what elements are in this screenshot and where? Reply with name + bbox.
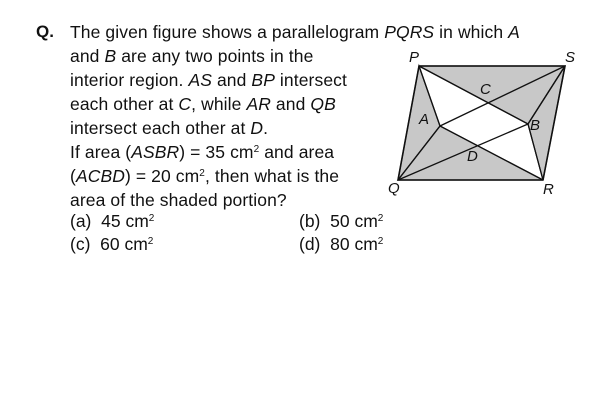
point-label-d: D [467,148,478,165]
point-label-p: P [409,49,420,66]
question-line-8: area of the shaded portion? [70,190,287,210]
point-label-q: Q [388,180,400,197]
option-b[interactable]: (b) 50 $cm^2$ [299,211,384,231]
point-label-b: B [530,117,541,134]
question-line-7: (ACBD) = 20 $cm^2$, then what is the [70,166,340,186]
point-label-s: S [565,49,576,66]
question-line-3: interior region. AS and BP intersect [70,70,347,90]
question-line-4: each other at C, while AR and QB [70,94,336,114]
question-line-1: The given figure shows a parallelogram PQRS in which A [70,22,520,42]
option-d[interactable]: (d) 80 $cm^2$ [299,234,384,254]
question-line-6: If area (ASBR) = 35 $cm^2$ and area [70,142,335,162]
point-label-r: R [543,181,554,198]
option-c[interactable]: (c) 60 $cm^2$ [70,234,154,254]
point-label-a: A [419,111,430,128]
option-a[interactable]: (a) 45 $cm^2$ [70,211,155,231]
question-label: Q. [36,22,54,41]
question-line-2: and B are any two points in the [70,46,314,66]
point-label-c: C [480,81,491,98]
question-line-5: intersect each other at D. [70,118,269,138]
